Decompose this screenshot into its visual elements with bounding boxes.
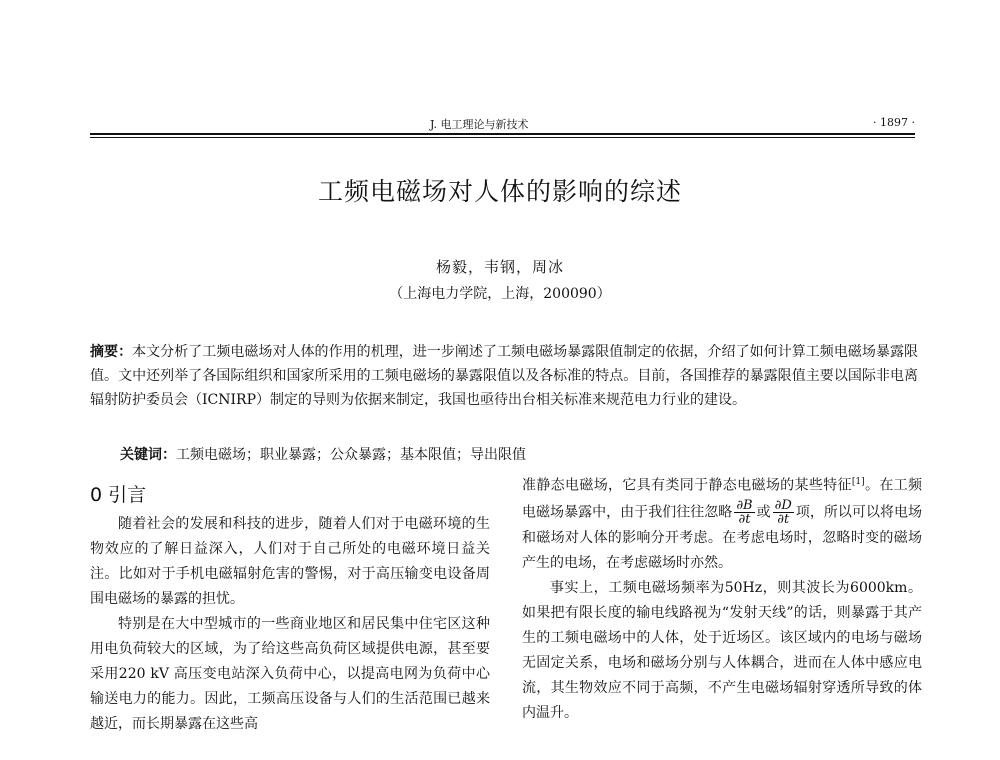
partial-derivative-d: $\frac{\partial D}{\partial t}$ <box>774 497 792 527</box>
paragraph <box>522 470 922 576</box>
keywords-text: 工频电磁场；职业暴露；公众暴露；基本限值；导出限值 <box>176 447 526 463</box>
keywords-label: 关键词： <box>120 447 176 463</box>
or-word: 或 <box>756 504 771 521</box>
citation-ref: [1] <box>851 477 865 487</box>
paragraph-text: 项，所以可以将电场和磁场对人体的影响分开考虑。在考虑电场时，忽略时变的磁场产生的电场，在考虑磁场时亦然。 <box>522 504 923 571</box>
header-rule-thin <box>90 137 915 138</box>
keywords <box>120 445 910 465</box>
paragraph: 随着社会的发展和科技的进步，随着人们对于电磁环境的生物效应的了解日益深入，人们对于自己所处的电磁环境日益关注。比如对于手机电磁辐射危害的警惕，对于高压输变电设备周围电磁场的暴露的担忧。 <box>90 516 490 607</box>
paragraph: 事实上，工频电磁场频率为50Hz，则其波长为6000km。如果把有限长度的输电线路视为“发射天线”的话，则暴露于其产生的工频电磁场中的人体，处于近场区。该区域内的电场与磁场无固定关系，电场和磁场分别与人体耦合，进而在人体中感应电流，其生物效应不同于高频，不产生电磁场辐射穿透所导致的体内温升。 <box>522 579 922 721</box>
partial-derivative-b: $\frac{\partial B}{\partial t}$ <box>736 497 753 527</box>
abstract-text: 本文分析了工频电磁场对人体的作用的机理，进一步阐述了工频电磁场暴露限值制定的依据，介绍了如何计算工频电磁场暴露限值。文中还列举了各国际组织和国家所采用的工频电磁场的暴露限值以及各标准的特点。目前，各国推荐的暴露限值主要以国际非电离辐射防护委员会（ICNIRP）制定的导则为依据来制定，我国也亟待出台相关标准来规范电力行业的建设。 <box>90 344 919 408</box>
running-header <box>90 116 915 134</box>
abstract <box>90 340 918 412</box>
abstract-label: 摘要： <box>90 344 133 360</box>
journal-name: J. 电工理论与新技术 <box>430 118 529 131</box>
paragraph-text: 。在工频电磁场暴露中，由于我们往往忽略 <box>522 477 923 521</box>
paragraph: 特别是在大中型城市的一些商业地区和居民集中住宅区这种用电负荷较大的区域，为了给这些高负荷区域提供电源，甚至要采用220 kV 高压变电站深入负荷中心，以提高电网为负荷中心输送电力的能力。因此，工频高压设备与人们的生活范围已越来越近，而长期暴露在这些高 <box>90 616 490 732</box>
affiliation: （上海电力学院，上海，200090） <box>389 286 611 302</box>
authors: 杨毅，韦钢，周冰 <box>435 258 564 276</box>
page-number: · 1897 · <box>873 116 915 129</box>
paper-title: 工频电磁场对人体的影响的综述 <box>317 177 682 206</box>
section-heading: 0 引言 <box>90 484 147 506</box>
left-column <box>90 512 490 737</box>
paragraph-text: 准静态电磁场，它具有类同于静态电磁场的某些特征 <box>522 477 852 494</box>
right-column <box>522 470 922 726</box>
header-rule-thick <box>90 133 915 135</box>
